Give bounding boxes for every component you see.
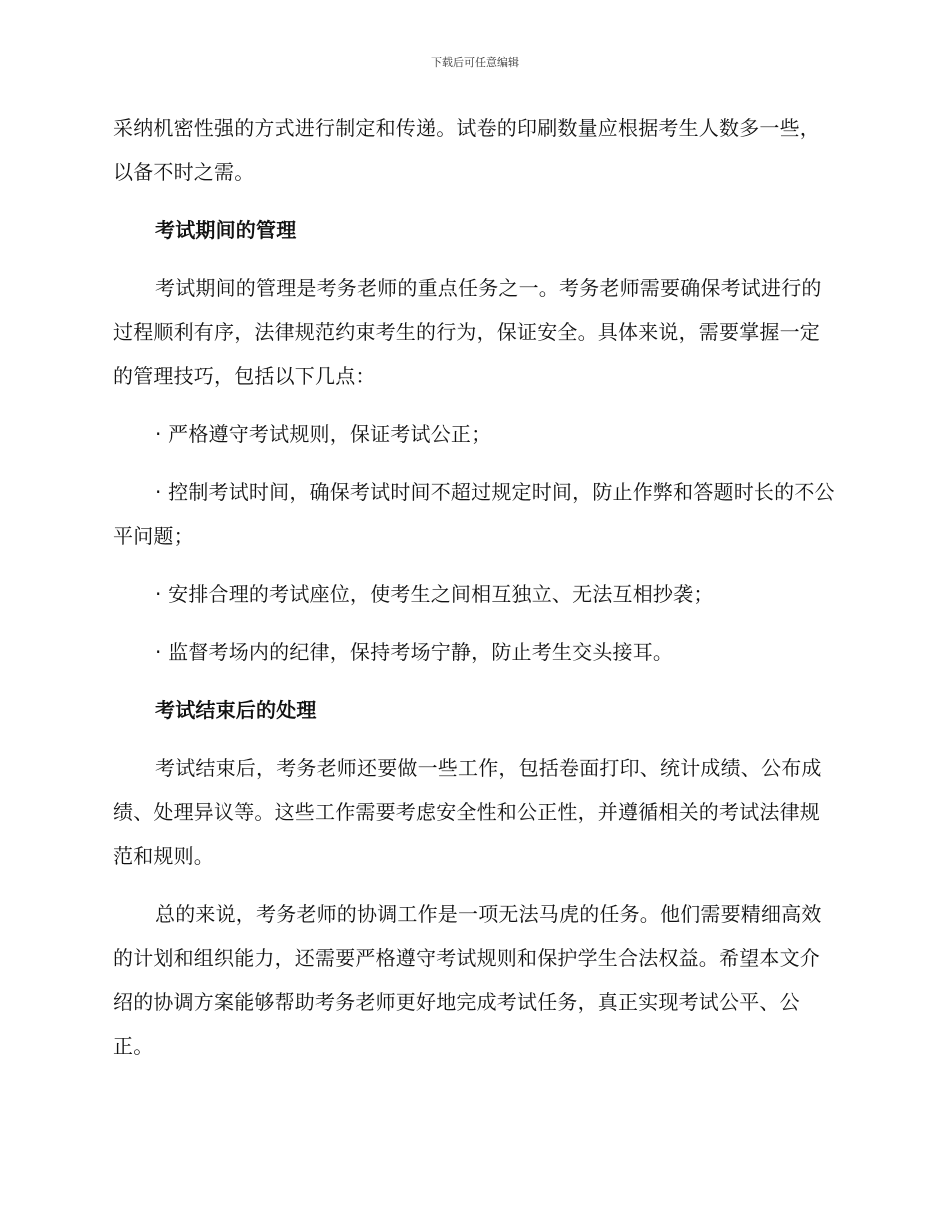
- paragraph-during-exam: 考试期间的管理是考务老师的重点任务之一。考务老师需要确保考试进行的过程顺利有序，法律规范约束考生的行为，保证安全。具体来说，需要掌握一定的管理技巧，包括以下几点：: [113, 276, 822, 388]
- section-heading-after-exam: 考试结束后的处理: [155, 698, 317, 722]
- bullet-item-seating: · 安排合理的考试座位，使考生之间相互独立、无法互相抄袭；: [155, 582, 714, 606]
- page-header: 下载后可任意编辑: [431, 56, 519, 69]
- paragraph-after-exam: 考试结束后，考务老师还要做一些工作，包括卷面打印、统计成绩、公布成绩、处理异议等。这些工作需要考虑安全性和公正性，并遵循相关的考试法律规范和规则。: [113, 756, 822, 868]
- paragraph-continuation: 采纳机密性强的方式进行制定和传递。试卷的印刷数量应根据考生人数多一些，以备不时之需。: [113, 116, 820, 184]
- paragraph-conclusion: 总的来说，考务老师的协调工作是一项无法马虎的任务。他们需要精细高效的计划和组织能力，还需要严格遵守考试规则和保护学生合法权益。希望本文介绍的协调方案能够帮助考务老师更好地完成考试任务，真正实现考试公平、公正。: [113, 902, 822, 1058]
- section-heading-during-exam: 考试期间的管理: [155, 218, 297, 242]
- document-body: [113, 106, 835, 1082]
- bullet-item-rules: · 严格遵守考试规则，保证考试公正；: [155, 422, 492, 446]
- bullet-item-discipline: · 监督考场内的纪律，保持考场宁静，防止考生交头接耳。: [155, 640, 674, 664]
- bullet-item-time: · 控制考试时间，确保考试时间不超过规定时间，防止作弊和答题时长的不公平问题；: [113, 480, 835, 548]
